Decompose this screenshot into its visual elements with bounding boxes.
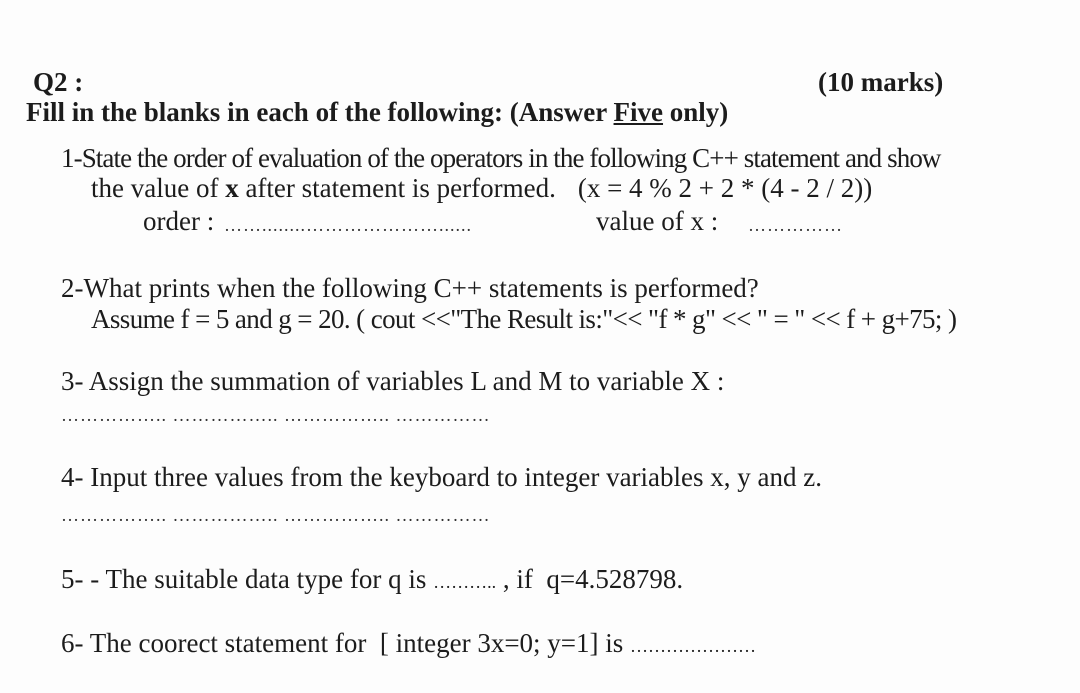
q3-blank: …………….. …………….. …………….. …………… [61,405,491,425]
q2-line2: Assume f = 5 and g = 20. ( cout <<"The Result is:"<< "f * g" << " = " << f + g+75; ) [91,304,957,334]
q1-value-blank: …………… [748,215,843,235]
q1-order-blank: ……........…………………...... [224,215,472,235]
question-label: Q2 : [33,67,84,97]
q5-line [61,563,683,598]
q2-line1: 2-What prints when the following C++ statements is performed? [61,273,759,303]
q1-line1: 1-State the order of evaluation of the operators in the following C++ statement and show [61,143,941,173]
q1-line2 [91,172,872,204]
q1-value-label: value of x : [596,206,719,236]
q4-blank: …………….. …………….. …………….. …………… [61,505,491,525]
q6-line [61,627,756,662]
q3-line1: 3- Assign the summation of variables L and M to variable X : [61,366,725,396]
instruction-emphasis: Five [613,97,664,127]
q1-line2-mid: after statement is performed. [238,173,556,203]
instruction-prefix: Fill in the blanks in each of the following: (Answer [26,97,614,127]
q1-line2-var: x [225,173,239,203]
marks-label: (10 marks) [818,67,944,97]
q4-line1: 4- Input three values from the keyboard to integer variables x, y and z. [61,462,822,492]
q1-order-label: order : [143,206,221,236]
q5-blank: ……….. [433,572,497,592]
q6-prefix: 6- The coorect statement for [ integer 3x=0; y=1] is [61,628,631,658]
q5-prefix: 5- - The suitable data type for q is [61,564,434,594]
q6-blank: ………………… [630,636,757,656]
q1-line2-prefix: the value of [91,173,226,203]
instruction-suffix: only) [663,97,729,127]
q5-suffix: , if q=4.528798. [496,564,684,594]
q1-expression: (x = 4 % 2 + 2 * (4 - 2 / 2)) [577,173,873,203]
instruction [26,96,728,128]
